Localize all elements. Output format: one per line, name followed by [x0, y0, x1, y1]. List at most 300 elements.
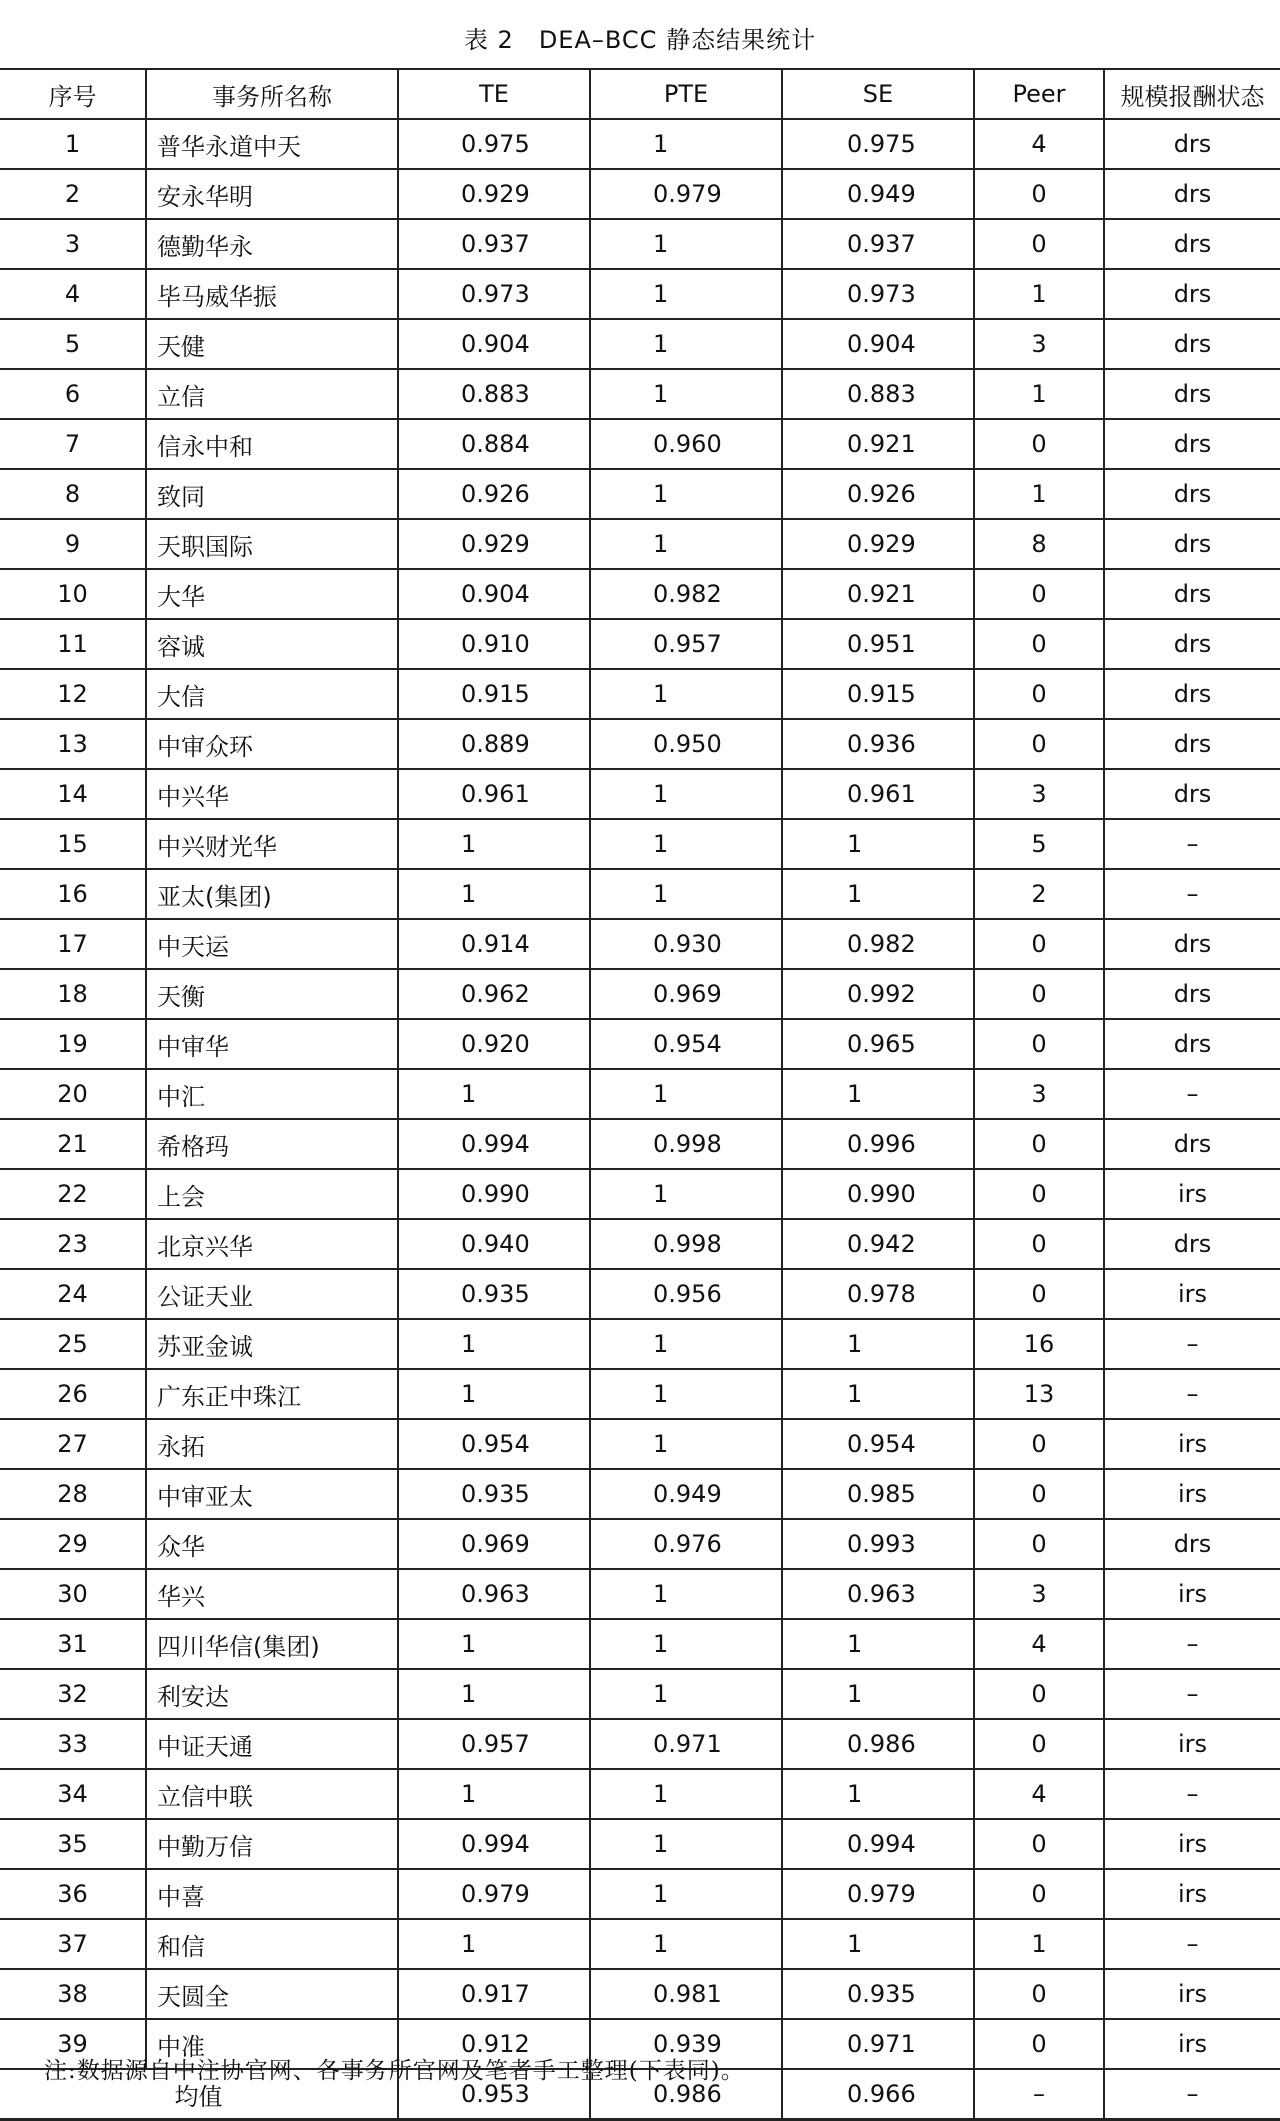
- cell-firm-name: 致同: [146, 469, 398, 519]
- cell-returns-to-scale: irs: [1104, 1969, 1280, 2019]
- cell-index: 34: [0, 1769, 146, 1819]
- cell-se: 1: [782, 869, 974, 919]
- cell-se: 1: [782, 819, 974, 869]
- table-row: [0, 1169, 1280, 1219]
- header-firm-name: 事务所名称: [146, 69, 398, 119]
- cell-se: 1: [782, 1669, 974, 1719]
- cell-te: 0.915: [398, 669, 590, 719]
- cell-peer: 0: [974, 1819, 1104, 1869]
- cell-se: 0.921: [782, 419, 974, 469]
- header-index: 序号: [0, 69, 146, 119]
- cell-te: 1: [398, 1769, 590, 1819]
- cell-pte: 0.982: [590, 569, 782, 619]
- cell-index: 8: [0, 469, 146, 519]
- header-peer: Peer: [974, 69, 1104, 119]
- cell-index: 36: [0, 1869, 146, 1919]
- cell-returns-to-scale: –: [1104, 1669, 1280, 1719]
- mean-te: 0.953: [398, 2069, 590, 2120]
- cell-pte: 1: [590, 1569, 782, 1619]
- cell-te: 0.883: [398, 369, 590, 419]
- cell-returns-to-scale: irs: [1104, 1469, 1280, 1519]
- cell-firm-name: 毕马威华振: [146, 269, 398, 319]
- cell-returns-to-scale: irs: [1104, 1569, 1280, 1619]
- cell-returns-to-scale: drs: [1104, 1019, 1280, 1069]
- cell-index: 17: [0, 919, 146, 969]
- cell-pte: 1: [590, 469, 782, 519]
- cell-peer: 1: [974, 269, 1104, 319]
- table-header: [0, 69, 1280, 119]
- cell-firm-name: 中审华: [146, 1019, 398, 1069]
- cell-pte: 1: [590, 769, 782, 819]
- cell-peer: 0: [974, 1469, 1104, 1519]
- cell-firm-name: 中汇: [146, 1069, 398, 1119]
- cell-se: 0.961: [782, 769, 974, 819]
- cell-te: 0.962: [398, 969, 590, 1019]
- table-row: [0, 1019, 1280, 1069]
- cell-te: 0.910: [398, 619, 590, 669]
- table-row: [0, 1819, 1280, 1869]
- cell-returns-to-scale: drs: [1104, 469, 1280, 519]
- cell-index: 13: [0, 719, 146, 769]
- cell-se: 1: [782, 1919, 974, 1969]
- cell-returns-to-scale: drs: [1104, 1219, 1280, 1269]
- cell-index: 18: [0, 969, 146, 1019]
- cell-index: 38: [0, 1969, 146, 2019]
- cell-returns-to-scale: –: [1104, 1069, 1280, 1119]
- cell-pte: 1: [590, 219, 782, 269]
- cell-peer: 0: [974, 969, 1104, 1019]
- cell-firm-name: 苏亚金诚: [146, 1319, 398, 1369]
- cell-se: 0.973: [782, 269, 974, 319]
- table-row: [0, 419, 1280, 469]
- cell-peer: 0: [974, 1419, 1104, 1469]
- cell-firm-name: 中喜: [146, 1869, 398, 1919]
- cell-se: 0.904: [782, 319, 974, 369]
- cell-firm-name: 和信: [146, 1919, 398, 1969]
- cell-index: 10: [0, 569, 146, 619]
- header-te: TE: [398, 69, 590, 119]
- cell-index: 3: [0, 219, 146, 269]
- cell-returns-to-scale: irs: [1104, 1869, 1280, 1919]
- cell-se: 0.992: [782, 969, 974, 1019]
- cell-firm-name: 永拓: [146, 1419, 398, 1469]
- cell-index: 15: [0, 819, 146, 869]
- cell-pte: 0.971: [590, 1719, 782, 1769]
- table-row: [0, 869, 1280, 919]
- cell-peer: 0: [974, 1669, 1104, 1719]
- cell-firm-name: 普华永道中天: [146, 119, 398, 169]
- header-pte: PTE: [590, 69, 782, 119]
- cell-peer: 0: [974, 1269, 1104, 1319]
- cell-index: 31: [0, 1619, 146, 1669]
- cell-pte: 1: [590, 1419, 782, 1469]
- cell-se: 0.954: [782, 1419, 974, 1469]
- table-row: [0, 519, 1280, 569]
- cell-te: 0.973: [398, 269, 590, 319]
- cell-te: 0.935: [398, 1469, 590, 1519]
- cell-returns-to-scale: irs: [1104, 2019, 1280, 2069]
- cell-peer: 0: [974, 719, 1104, 769]
- cell-returns-to-scale: drs: [1104, 1119, 1280, 1169]
- cell-te: 0.884: [398, 419, 590, 469]
- mean-se: 0.966: [782, 2069, 974, 2120]
- cell-index: 11: [0, 619, 146, 669]
- cell-pte: 1: [590, 1619, 782, 1669]
- cell-se: 0.963: [782, 1569, 974, 1619]
- cell-se: 0.979: [782, 1869, 974, 1919]
- cell-peer: 1: [974, 469, 1104, 519]
- cell-se: 1: [782, 1369, 974, 1419]
- cell-index: 23: [0, 1219, 146, 1269]
- cell-firm-name: 众华: [146, 1519, 398, 1569]
- cell-se: 0.990: [782, 1169, 974, 1219]
- cell-returns-to-scale: –: [1104, 819, 1280, 869]
- cell-returns-to-scale: –: [1104, 1369, 1280, 1419]
- cell-index: 6: [0, 369, 146, 419]
- cell-returns-to-scale: drs: [1104, 1519, 1280, 1569]
- cell-te: 0.935: [398, 1269, 590, 1319]
- cell-te: 1: [398, 1319, 590, 1369]
- cell-pte: 1: [590, 119, 782, 169]
- cell-returns-to-scale: drs: [1104, 369, 1280, 419]
- cell-te: 0.994: [398, 1119, 590, 1169]
- cell-pte: 1: [590, 1869, 782, 1919]
- cell-te: 0.926: [398, 469, 590, 519]
- mean-peer: –: [974, 2069, 1104, 2120]
- cell-firm-name: 德勤华永: [146, 219, 398, 269]
- cell-peer: 1: [974, 369, 1104, 419]
- table-row: [0, 619, 1280, 669]
- cell-te: 0.904: [398, 569, 590, 619]
- cell-returns-to-scale: drs: [1104, 919, 1280, 969]
- cell-index: 21: [0, 1119, 146, 1169]
- cell-te: 0.929: [398, 519, 590, 569]
- dea-bcc-results-table: [0, 68, 1280, 2121]
- cell-peer: 0: [974, 1119, 1104, 1169]
- cell-index: 1: [0, 119, 146, 169]
- cell-firm-name: 利安达: [146, 1669, 398, 1719]
- cell-firm-name: 天圆全: [146, 1969, 398, 2019]
- cell-te: 0.954: [398, 1419, 590, 1469]
- cell-peer: 4: [974, 1769, 1104, 1819]
- cell-index: 37: [0, 1919, 146, 1969]
- cell-returns-to-scale: –: [1104, 869, 1280, 919]
- cell-firm-name: 天职国际: [146, 519, 398, 569]
- cell-firm-name: 中证天通: [146, 1719, 398, 1769]
- cell-te: 1: [398, 869, 590, 919]
- cell-peer: 2: [974, 869, 1104, 919]
- table-row: [0, 1519, 1280, 1569]
- cell-index: 28: [0, 1469, 146, 1519]
- table-row: [0, 1769, 1280, 1819]
- cell-se: 0.993: [782, 1519, 974, 1569]
- cell-peer: 0: [974, 2019, 1104, 2069]
- cell-te: 0.940: [398, 1219, 590, 1269]
- cell-index: 26: [0, 1369, 146, 1419]
- cell-te: 0.975: [398, 119, 590, 169]
- cell-te: 1: [398, 1669, 590, 1719]
- cell-returns-to-scale: –: [1104, 1319, 1280, 1369]
- cell-peer: 0: [974, 219, 1104, 269]
- table-row: [0, 1619, 1280, 1669]
- cell-returns-to-scale: drs: [1104, 669, 1280, 719]
- cell-firm-name: 大华: [146, 569, 398, 619]
- cell-index: 16: [0, 869, 146, 919]
- cell-te: 0.937: [398, 219, 590, 269]
- table-row: [0, 1219, 1280, 1269]
- cell-pte: 1: [590, 269, 782, 319]
- cell-peer: 3: [974, 769, 1104, 819]
- table-row: [0, 1569, 1280, 1619]
- table-row: [0, 369, 1280, 419]
- cell-pte: 0.981: [590, 1969, 782, 2019]
- cell-pte: 0.979: [590, 169, 782, 219]
- table-title: 表 2 DEA–BCC 静态结果统计: [463, 26, 817, 54]
- cell-index: 32: [0, 1669, 146, 1719]
- cell-pte: 0.939: [590, 2019, 782, 2069]
- cell-firm-name: 中准: [146, 2019, 398, 2069]
- cell-peer: 13: [974, 1369, 1104, 1419]
- cell-index: 22: [0, 1169, 146, 1219]
- table-row: [0, 319, 1280, 369]
- cell-peer: 8: [974, 519, 1104, 569]
- cell-returns-to-scale: drs: [1104, 119, 1280, 169]
- cell-te: 1: [398, 1919, 590, 1969]
- cell-returns-to-scale: –: [1104, 1769, 1280, 1819]
- cell-index: 35: [0, 1819, 146, 1869]
- cell-pte: 0.960: [590, 419, 782, 469]
- cell-se: 0.883: [782, 369, 974, 419]
- cell-peer: 0: [974, 169, 1104, 219]
- cell-returns-to-scale: –: [1104, 1919, 1280, 1969]
- cell-firm-name: 中审亚太: [146, 1469, 398, 1519]
- cell-index: 29: [0, 1519, 146, 1569]
- header-row: [0, 69, 1280, 119]
- cell-firm-name: 中审众环: [146, 719, 398, 769]
- table-row: [0, 1669, 1280, 1719]
- table-row: [0, 219, 1280, 269]
- table-row: [0, 919, 1280, 969]
- cell-te: 1: [398, 1069, 590, 1119]
- cell-se: 1: [782, 1069, 974, 1119]
- cell-firm-name: 广东正中珠江: [146, 1369, 398, 1419]
- table-row: [0, 569, 1280, 619]
- cell-index: 39: [0, 2019, 146, 2069]
- cell-peer: 0: [974, 1969, 1104, 2019]
- cell-peer: 0: [974, 919, 1104, 969]
- cell-se: 0.942: [782, 1219, 974, 1269]
- cell-peer: 0: [974, 669, 1104, 719]
- cell-firm-name: 北京兴华: [146, 1219, 398, 1269]
- cell-firm-name: 天衡: [146, 969, 398, 1019]
- cell-index: 24: [0, 1269, 146, 1319]
- cell-returns-to-scale: drs: [1104, 419, 1280, 469]
- cell-te: 0.969: [398, 1519, 590, 1569]
- cell-returns-to-scale: irs: [1104, 1819, 1280, 1869]
- cell-firm-name: 亚太(集团): [146, 869, 398, 919]
- cell-returns-to-scale: irs: [1104, 1269, 1280, 1319]
- cell-peer: 0: [974, 619, 1104, 669]
- header-se: SE: [782, 69, 974, 119]
- cell-pte: 1: [590, 1819, 782, 1869]
- cell-te: 0.929: [398, 169, 590, 219]
- cell-se: 1: [782, 1619, 974, 1669]
- cell-index: 9: [0, 519, 146, 569]
- cell-returns-to-scale: irs: [1104, 1169, 1280, 1219]
- cell-index: 30: [0, 1569, 146, 1619]
- table-row: [0, 769, 1280, 819]
- cell-returns-to-scale: irs: [1104, 1719, 1280, 1769]
- cell-peer: 0: [974, 1869, 1104, 1919]
- cell-te: 0.990: [398, 1169, 590, 1219]
- cell-te: 0.920: [398, 1019, 590, 1069]
- cell-se: 0.975: [782, 119, 974, 169]
- cell-se: 0.982: [782, 919, 974, 969]
- cell-te: 0.914: [398, 919, 590, 969]
- cell-pte: 0.956: [590, 1269, 782, 1319]
- cell-firm-name: 天健: [146, 319, 398, 369]
- cell-pte: 0.930: [590, 919, 782, 969]
- cell-se: 0.978: [782, 1269, 974, 1319]
- cell-returns-to-scale: drs: [1104, 569, 1280, 619]
- cell-peer: 0: [974, 1019, 1104, 1069]
- table-row: [0, 1419, 1280, 1469]
- table-row: [0, 269, 1280, 319]
- cell-pte: 1: [590, 819, 782, 869]
- cell-firm-name: 大信: [146, 669, 398, 719]
- cell-index: 14: [0, 769, 146, 819]
- cell-firm-name: 信永中和: [146, 419, 398, 469]
- table-row: [0, 819, 1280, 869]
- cell-se: 0.949: [782, 169, 974, 219]
- cell-firm-name: 安永华明: [146, 169, 398, 219]
- table-row: [0, 1919, 1280, 1969]
- table-row: [0, 1469, 1280, 1519]
- cell-returns-to-scale: drs: [1104, 619, 1280, 669]
- mean-status: –: [1104, 2069, 1280, 2120]
- cell-peer: 0: [974, 419, 1104, 469]
- cell-pte: 1: [590, 1669, 782, 1719]
- table-row: [0, 1869, 1280, 1919]
- cell-firm-name: 上会: [146, 1169, 398, 1219]
- cell-returns-to-scale: irs: [1104, 1419, 1280, 1469]
- cell-peer: 3: [974, 1569, 1104, 1619]
- cell-peer: 0: [974, 569, 1104, 619]
- cell-returns-to-scale: drs: [1104, 769, 1280, 819]
- cell-index: 2: [0, 169, 146, 219]
- cell-pte: 1: [590, 1319, 782, 1369]
- cell-pte: 1: [590, 1369, 782, 1419]
- cell-peer: 0: [974, 1519, 1104, 1569]
- cell-pte: 1: [590, 669, 782, 719]
- cell-peer: 3: [974, 1069, 1104, 1119]
- cell-te: 0.994: [398, 1819, 590, 1869]
- cell-se: 1: [782, 1769, 974, 1819]
- cell-se: 0.926: [782, 469, 974, 519]
- cell-te: 1: [398, 819, 590, 869]
- cell-pte: 0.969: [590, 969, 782, 1019]
- cell-te: 0.963: [398, 1569, 590, 1619]
- cell-pte: 0.957: [590, 619, 782, 669]
- cell-index: 4: [0, 269, 146, 319]
- cell-pte: 1: [590, 1069, 782, 1119]
- cell-se: 0.971: [782, 2019, 974, 2069]
- cell-te: 1: [398, 1619, 590, 1669]
- cell-firm-name: 中勤万信: [146, 1819, 398, 1869]
- cell-se: 0.929: [782, 519, 974, 569]
- cell-pte: 1: [590, 1919, 782, 1969]
- cell-pte: 0.998: [590, 1119, 782, 1169]
- cell-returns-to-scale: –: [1104, 1619, 1280, 1669]
- cell-pte: 0.998: [590, 1219, 782, 1269]
- cell-index: 12: [0, 669, 146, 719]
- cell-se: 0.936: [782, 719, 974, 769]
- cell-pte: 1: [590, 369, 782, 419]
- table-row: [0, 1719, 1280, 1769]
- table-row: [0, 119, 1280, 169]
- table-row: [0, 1369, 1280, 1419]
- cell-peer: 16: [974, 1319, 1104, 1369]
- cell-returns-to-scale: drs: [1104, 519, 1280, 569]
- cell-firm-name: 中兴华: [146, 769, 398, 819]
- table-row: [0, 1119, 1280, 1169]
- cell-se: 0.935: [782, 1969, 974, 2019]
- cell-peer: 0: [974, 1219, 1104, 1269]
- table-row: [0, 1269, 1280, 1319]
- cell-firm-name: 容诚: [146, 619, 398, 669]
- table-row: [0, 169, 1280, 219]
- cell-returns-to-scale: drs: [1104, 219, 1280, 269]
- table-row: [0, 719, 1280, 769]
- cell-se: 0.996: [782, 1119, 974, 1169]
- cell-firm-name: 中兴财光华: [146, 819, 398, 869]
- cell-pte: 0.976: [590, 1519, 782, 1569]
- cell-pte: 0.949: [590, 1469, 782, 1519]
- cell-firm-name: 四川华信(集团): [146, 1619, 398, 1669]
- cell-te: 0.889: [398, 719, 590, 769]
- cell-peer: 0: [974, 1169, 1104, 1219]
- cell-index: 20: [0, 1069, 146, 1119]
- cell-te: 1: [398, 1369, 590, 1419]
- cell-te: 0.957: [398, 1719, 590, 1769]
- cell-firm-name: 立信中联: [146, 1769, 398, 1819]
- cell-returns-to-scale: drs: [1104, 969, 1280, 1019]
- cell-pte: 1: [590, 1169, 782, 1219]
- cell-se: 0.994: [782, 1819, 974, 1869]
- cell-pte: 1: [590, 1769, 782, 1819]
- table-row: [0, 469, 1280, 519]
- cell-pte: 1: [590, 869, 782, 919]
- cell-firm-name: 立信: [146, 369, 398, 419]
- cell-te: 0.917: [398, 1969, 590, 2019]
- cell-peer: 0: [974, 1719, 1104, 1769]
- cell-index: 5: [0, 319, 146, 369]
- cell-returns-to-scale: drs: [1104, 169, 1280, 219]
- cell-pte: 1: [590, 519, 782, 569]
- cell-se: 0.915: [782, 669, 974, 719]
- table-row: [0, 969, 1280, 1019]
- mean-label: 均值: [0, 2069, 398, 2120]
- cell-peer: 1: [974, 1919, 1104, 1969]
- table-row: [0, 1319, 1280, 1369]
- cell-peer: 3: [974, 319, 1104, 369]
- cell-peer: 5: [974, 819, 1104, 869]
- table-row: [0, 1069, 1280, 1119]
- cell-se: 0.951: [782, 619, 974, 669]
- cell-te: 0.961: [398, 769, 590, 819]
- cell-firm-name: 公证天业: [146, 1269, 398, 1319]
- cell-firm-name: 华兴: [146, 1569, 398, 1619]
